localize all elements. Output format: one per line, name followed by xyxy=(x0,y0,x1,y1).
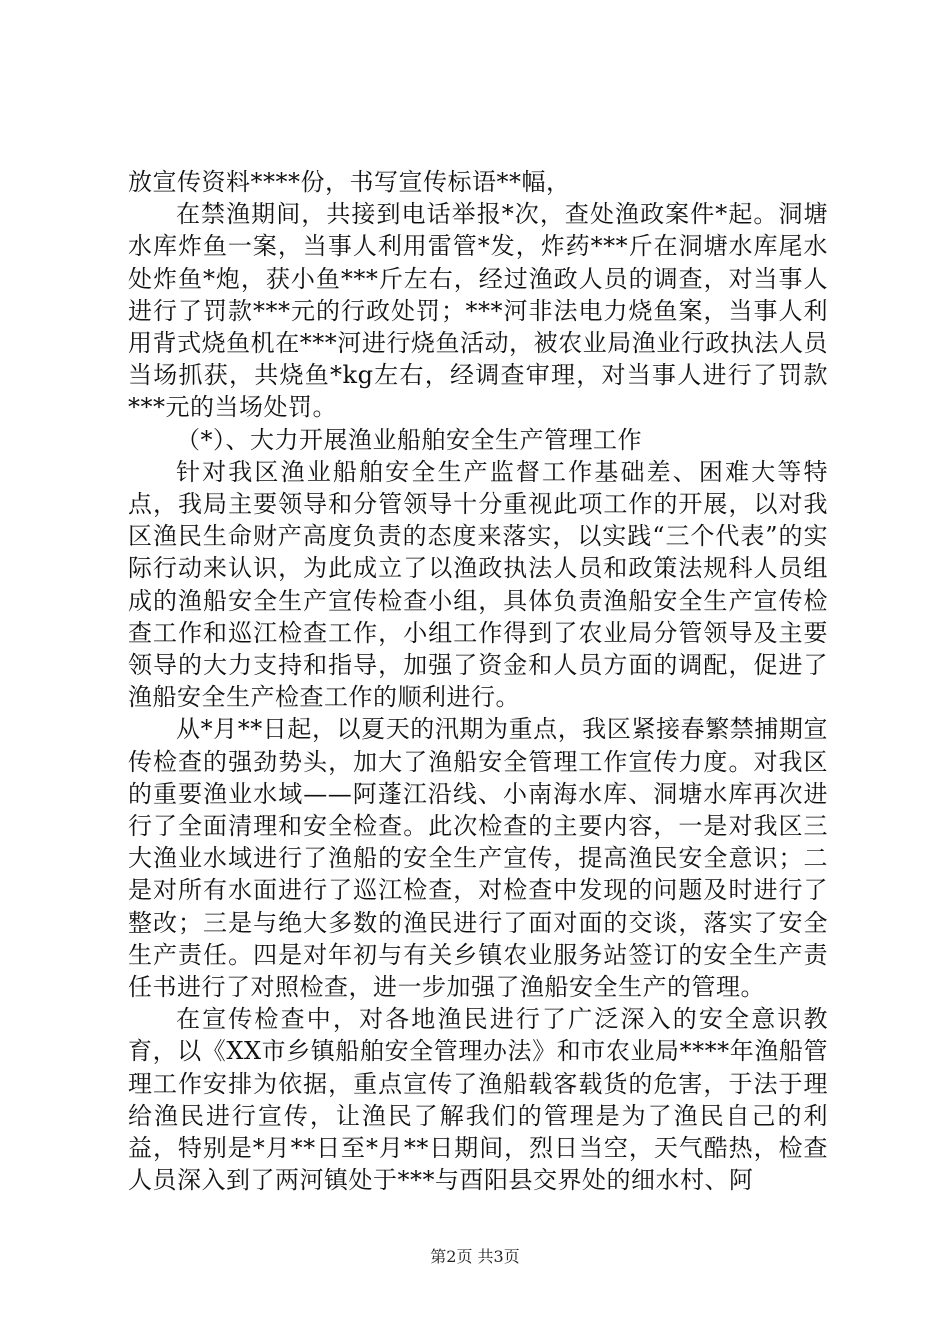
document-body xyxy=(128,166,828,1197)
page-footer: 第2页 共3页 xyxy=(430,1247,520,1266)
paragraph-publicity-inspection: 在宣传检查中，对各地渔民进行了广泛深入的安全意识教育，以《XX市乡镇船舶安全管理办法》和市农业局****年渔船管理工作安排为依据，重点宣传了渔船载客载货的危害，于法于理给渔民进行宣传，让渔民了解我们的管理是为了渔民自己的利益，特别是*月**日至*月**日期间，烈日当空，天气酷热，检查人员深入到了两河镇处于***与酉阳县交界处的细水村、阿 xyxy=(128,1005,828,1195)
paragraph-safety-supervision: 针对我区渔业船舶安全生产监督工作基础差、困难大等特点，我局主要领导和分管领导十分重视此项工作的开展，以对我区渔民生命财产高度负责的态度来落实，以实践“三个代表”的实际行动来认识，为此成立了以渔政执法人员和政策法规科人员组成的渔船安全生产宣传检查小组，具体负责渔船安全生产宣传检查工作和巡江检查工作，小组工作得到了农业局分管领导及主要领导的大力支持和指导，加强了资金和人员方面的调配，促进了渔船安全生产检查工作的顺利进行。 xyxy=(128,457,828,712)
section-heading: （*）、大力开展渔业船舶安全生产管理工作 xyxy=(176,425,642,454)
paragraph-continuation: 放宣传资料****份，书写宣传标语**幅， xyxy=(128,168,571,196)
paragraph-flood-season-inspection: 从*月**日起，以夏天的汛期为重点，我区紧接春繁禁捕期宣传检查的强劲势头，加大了渔船安全管理工作宣传力度。对我区的重要渔业水域——阿蓬江沿线、小南海水库、洞塘水库再次进行了全面清理和安全检查。此次检查的主要内容，一是对我区三大渔业水域进行了渔船的安全生产宣传，提高渔民安全意识；二是对所有水面进行了巡江检查，对检查中发现的问题及时进行了整改；三是与绝大多数的渔民进行了面对面的交谈，落实了安全生产责任。四是对年初与有关乡镇农业服务站签订的安全生产责任书进行了对照检查，进一步加强了渔船安全生产的管理。 xyxy=(128,715,828,1002)
paragraph-fishing-ban-cases: 在禁渔期间，共接到电话举报*次，查处渔政案件*起。洞塘水库炸鱼一案，当事人利用雷管*发，炸药***斤在洞塘水库尾水处炸鱼*炮，获小鱼***斤左右，经过渔政人员的调查，对当事人进行了罚款***元的行政处罚；***河非法电力烧鱼案，当事人利用背式烧鱼机在***河进行烧鱼活动，被农业局渔业行政执法人员当场抓获，共烧鱼*kg左右，经调查审理，对当事人进行了罚款***元的当场处罚。 xyxy=(128,200,828,422)
